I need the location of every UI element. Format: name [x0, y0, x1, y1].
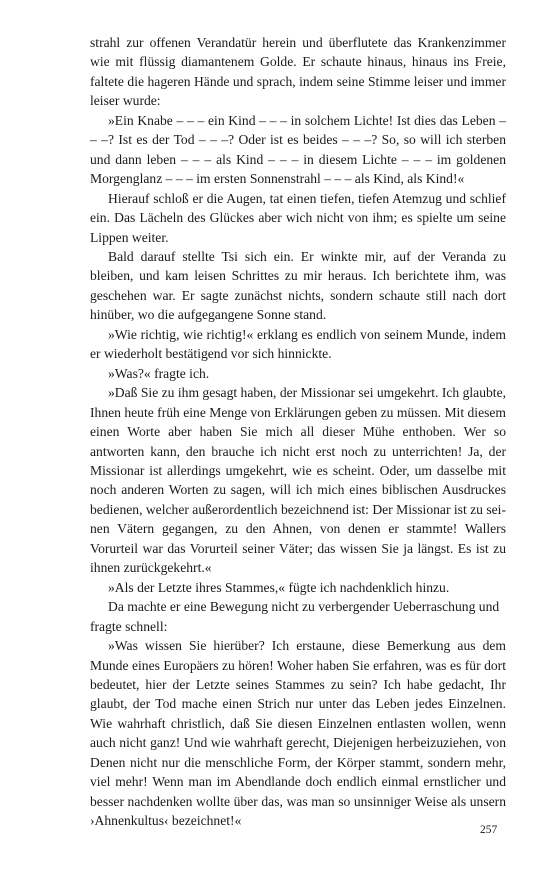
- paragraph-8: »Als der Letzte ihres Stammes,« fügte ich nachdenklich hinzu.: [108, 579, 450, 595]
- paragraph-4: Bald darauf stellte Tsi sich ein. Er winkte mir, auf der Veranda zu bleiben, und kam leisen Schrittes zu mir heraus. Ich berichtete ihm, was geschehen war. Er sagte zunächst nichts, sondern schaute still nach dort hinüber, wo die aufgegangene Sonne stand.: [90, 248, 506, 323]
- body-text: [90, 33, 506, 831]
- paragraph-5: »Wie richtig, wie richtig!« erklang es endlich von seinem Munde, indem er wiederholt bestätigend vor sich hinnickte.: [90, 326, 506, 362]
- page-number: 257: [480, 824, 498, 836]
- paragraph-7: »Daß Sie zu ihm gesagt haben, der Missionar sei umgekehrt. Ich glaubte, Ihnen heute früh eine Menge von Erklärungen geben zu müssen. Mit diesem einen Worte aber haben Sie mich all dieser Mühe enthoben. Wer so antworten kann, den brauche ich nicht erst noch zu unterrichten! Ja, der Missionar ist allerdings umgekehrt, wie es scheint. Oder, um dasselbe mit noch anderen Worten zu sagen, will ich mich eines biblischen Ausdruckes bedienen, welcher außerordentlich bezeichnend ist: Der Missionar ist zu seinen Vätern gegangen, zu den Ahnen, von denen er stammte! Wallers Vorurteil war das Vorurteil seiner Väter; das wissen Sie ja längst. Es ist zu ihnen zurückgekehrt.«: [90, 385, 506, 576]
- paragraph-10: »Was wissen Sie hierüber? Ich erstaune, diese Bemerkung aus dem Munde eines Europäers zu hören! Woher haben Sie erfahren, was es für dort bedeutet, hier der Letzte seines Stammes zu sein? Ich habe gedacht, Ihr glaubt, der Tod mache einen Strich nur unter das Leben jedes Einzelnen. Wie wahrhaft christlich, daß Sie diesen Einzelnen entlasten wollen, wenn auch nicht ganz! Und wie wahrhaft gerecht, Diejenigen herbeizuziehen, von Denen nicht nur die menschliche Form, der Körper stammt, sondern mehr, viel mehr! Wenn man im Abendlande doch endlich einmal ernstlicher und besser nachdenken wollte über das, was man so unsinniger Weise als unsern ›Ahnenkultus‹ bezeichnet!«: [90, 638, 506, 829]
- paragraph-6: »Was?« fragte ich.: [108, 365, 210, 381]
- paragraph-2: »Ein Knabe – – – ein Kind – – – in solchem Lichte! Ist dies das Leben – – –? Ist es der Tod – – –? Oder ist es beides – – –? So, so will ich sterben und dann leben – – – als Kind – – – in diesem Lichte – – – im goldenen Morgenglanz – – – im ersten Sonnenstrahl – – – als Kind, als Kind!«: [90, 112, 506, 187]
- page-body: [90, 33, 506, 831]
- paragraph-1: strahl zur offenen Verandatür herein und überflutete das Krankenzimmer wie mit flüssig diamantenem Golde. Er schaute hinaus, hinaus ins Freie, faltete die hageren Hände und sprach, indem seine Stimme leiser und immer leiser wurde:: [90, 35, 506, 109]
- paragraph-9: Da machte er eine Bewegung nicht zu verbergender Ueberraschung und fragte schnell:: [90, 599, 500, 634]
- paragraph-3: Hierauf schloß er die Augen, tat einen tiefen, tiefen Atemzug und schlief ein. Das Lächeln des Glückes aber wich nicht von ihm; es spielte um seine Lippen weiter.: [90, 190, 506, 245]
